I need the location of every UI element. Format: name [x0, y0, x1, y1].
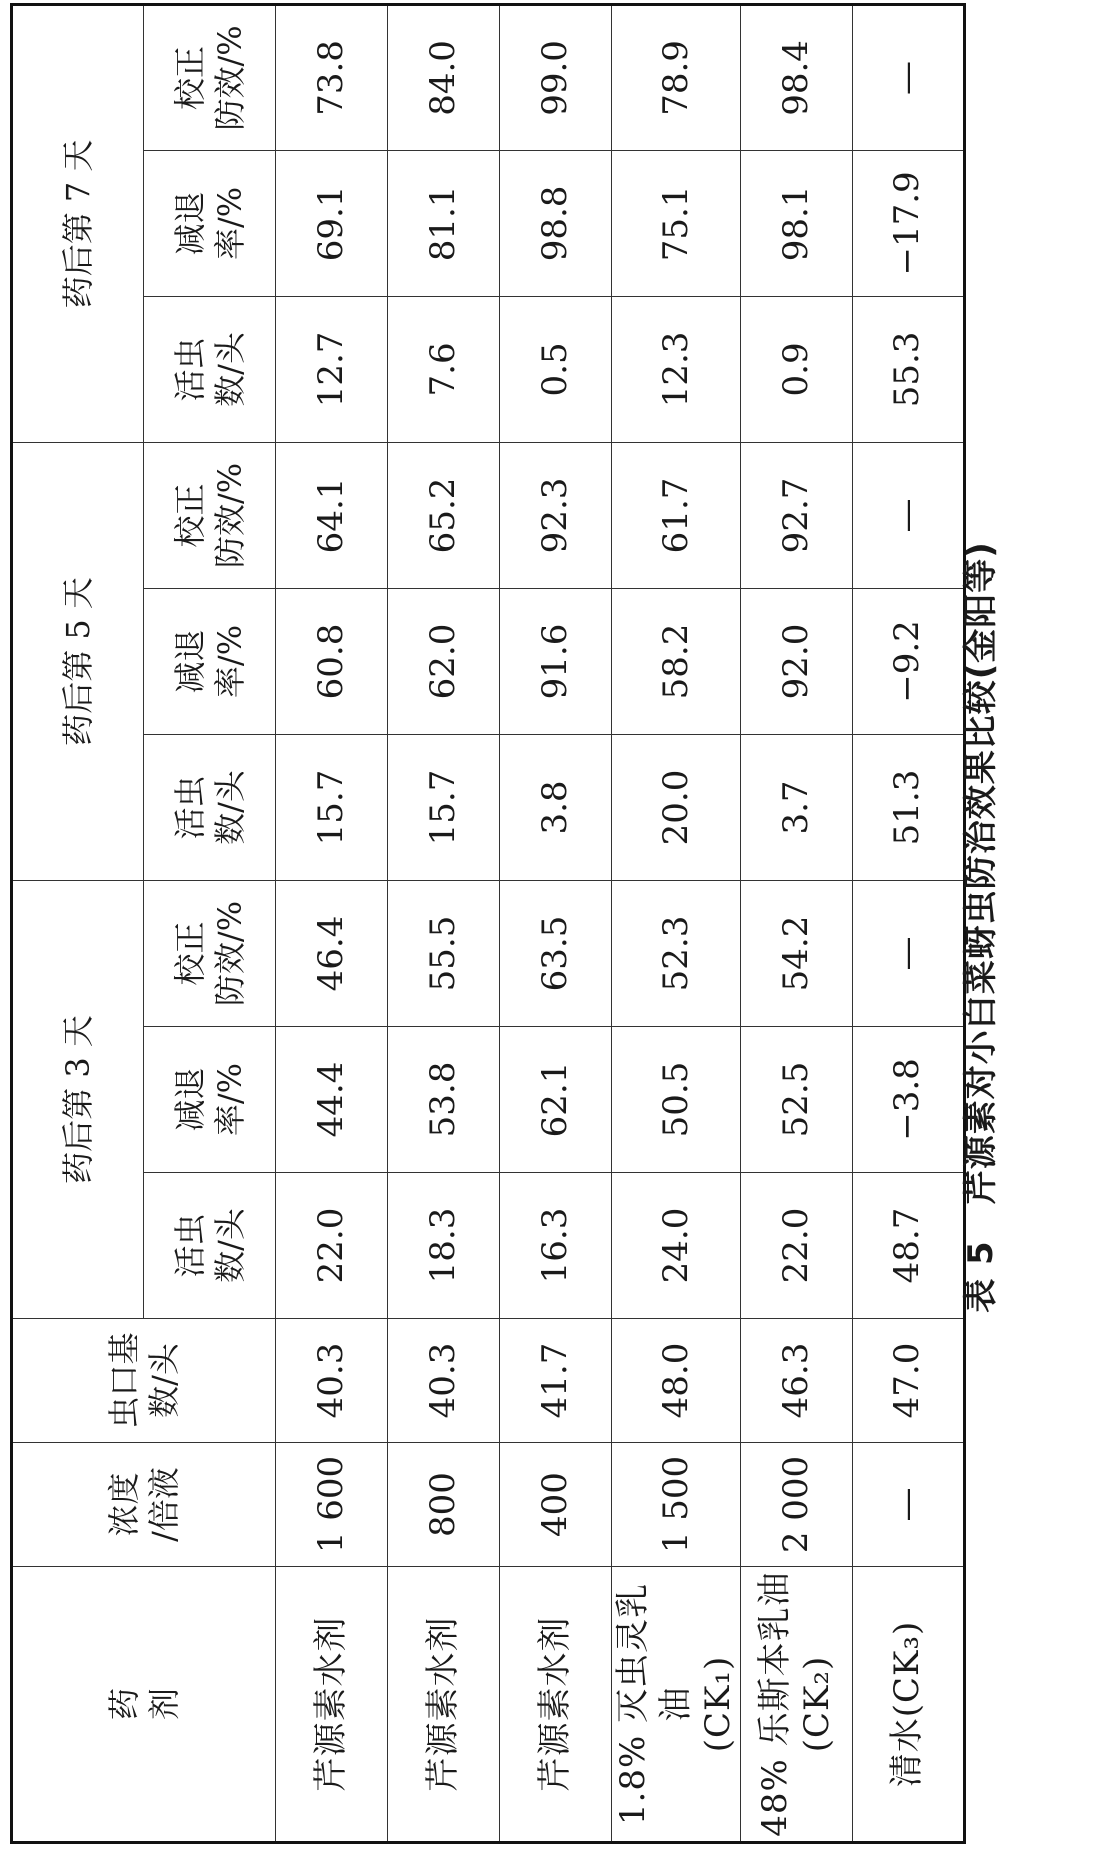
cell-d7-efficacy: 73.8 [276, 4, 388, 150]
cell-d7-reduction: 98.8 [500, 150, 612, 296]
cell-base-count: 40.3 [276, 1319, 388, 1443]
subheader-live-line2: 数/头 [210, 1208, 249, 1283]
subheader-live-line1: 活虫 [170, 775, 209, 840]
cell-agent [612, 1567, 741, 1843]
subheader-efficacy-line2: 防效/% [210, 462, 249, 569]
subheader-reduction-line1: 减退 [170, 1067, 209, 1132]
cell-d5-efficacy: 65.2 [388, 442, 500, 588]
subheader-reduction [144, 588, 276, 734]
cell-d5-live: 20.0 [612, 734, 741, 880]
subheader-live [144, 734, 276, 880]
header-agent: 药 剂 [12, 1567, 276, 1843]
cell-agent [500, 1567, 612, 1843]
cell-d3-reduction: 44.4 [276, 1027, 388, 1173]
caption-title: 芹源素对小白菜蚜虫防治效果比较(金阳等) [961, 541, 1001, 1205]
cell-d3-reduction: 50.5 [612, 1027, 741, 1173]
subheader-efficacy-line1: 校正 [170, 921, 209, 986]
header-concentration [12, 1443, 276, 1567]
header-group-day7: 药后第 7 天 [12, 4, 144, 442]
cell-d3-reduction: 52.5 [740, 1027, 852, 1173]
cell-d3-efficacy: — [852, 880, 964, 1026]
header-base-count [12, 1319, 276, 1443]
cell-d5-live: 15.7 [276, 734, 388, 880]
table-header [12, 4, 276, 1842]
subheader-efficacy [144, 442, 276, 588]
cell-d7-reduction: −17.9 [852, 150, 964, 296]
rotated-page [10, 10, 1087, 1844]
subheader-live [144, 1173, 276, 1319]
cell-d7-live: 55.3 [852, 296, 964, 442]
cell-d7-live: 7.6 [388, 296, 500, 442]
cell-d5-live: 51.3 [852, 734, 964, 880]
cell-concentration: 1 500 [612, 1443, 741, 1567]
cell-d3-live: 48.7 [852, 1173, 964, 1319]
cell-d5-efficacy: 92.7 [740, 442, 852, 588]
cell-d5-reduction: 58.2 [612, 588, 741, 734]
table-row [388, 4, 500, 1842]
table-row [612, 4, 741, 1842]
header-group-day3: 药后第 3 天 [12, 880, 144, 1318]
cell-d7-efficacy: 84.0 [388, 4, 500, 150]
cell-d5-reduction: −9.2 [852, 588, 964, 734]
cell-d3-efficacy: 46.4 [276, 880, 388, 1026]
cell-d3-live: 22.0 [276, 1173, 388, 1319]
cell-d5-reduction: 91.6 [500, 588, 612, 734]
cell-agent [276, 1567, 388, 1843]
cell-concentration: 800 [388, 1443, 500, 1567]
cell-d3-live: 24.0 [612, 1173, 741, 1319]
cell-d7-efficacy: 78.9 [612, 4, 741, 150]
subheader-efficacy-line1: 校正 [170, 45, 209, 110]
header-base-count-line2: 数/头 [145, 1343, 183, 1418]
table-row [276, 4, 388, 1842]
cell-d5-live: 3.8 [500, 734, 612, 880]
header-base-count-line1: 虫口基 [105, 1332, 143, 1429]
cell-base-count: 46.3 [740, 1319, 852, 1443]
efficacy-table [10, 3, 966, 1844]
cell-d3-reduction: −3.8 [852, 1027, 964, 1173]
cell-agent-line: 芹源素水剂 [311, 1616, 352, 1792]
cell-agent-line: 芹源素水剂 [535, 1616, 576, 1792]
subheader-live-line2: 数/头 [210, 770, 249, 845]
subheader-reduction-line2: 率/% [210, 186, 249, 261]
table-caption [946, 10, 1016, 1844]
cell-d5-efficacy: 92.3 [500, 442, 612, 588]
header-group-day5: 药后第 5 天 [12, 442, 144, 880]
cell-d7-reduction: 75.1 [612, 150, 741, 296]
subheader-efficacy [144, 880, 276, 1026]
table-row [740, 4, 852, 1842]
cell-d7-live: 12.3 [612, 296, 741, 442]
cell-d5-live: 15.7 [388, 734, 500, 880]
subheader-live-line1: 活虫 [170, 337, 209, 402]
table-row [500, 4, 612, 1842]
subheader-live [144, 296, 276, 442]
cell-agent-line: 芹源素水剂 [423, 1616, 464, 1792]
cell-agent-line: (CK₂) [797, 1655, 837, 1753]
cell-d3-live: 18.3 [388, 1173, 500, 1319]
cell-d7-reduction: 81.1 [388, 150, 500, 296]
cell-d5-reduction: 92.0 [740, 588, 852, 734]
subheader-live-line1: 活虫 [170, 1213, 209, 1278]
cell-d3-efficacy: 63.5 [500, 880, 612, 1026]
cell-d7-efficacy: — [852, 4, 964, 150]
cell-d5-efficacy: — [852, 442, 964, 588]
subheader-efficacy-line1: 校正 [170, 483, 209, 548]
cell-d7-reduction: 98.1 [740, 150, 852, 296]
cell-d7-live: 0.9 [740, 296, 852, 442]
cell-d5-efficacy: 61.7 [612, 442, 741, 588]
header-concentration-line2: /倍液 [145, 1467, 183, 1542]
cell-agent [388, 1567, 500, 1843]
cell-agent-line: 1.8% 灭虫灵乳油 [613, 1582, 696, 1826]
cell-d7-efficacy: 99.0 [500, 4, 612, 150]
cell-concentration: — [852, 1443, 964, 1567]
caption-number: 表 5 [961, 1240, 1001, 1313]
cell-agent [740, 1567, 852, 1843]
cell-d3-efficacy: 55.5 [388, 880, 500, 1026]
header-concentration-line1: 浓度 [105, 1472, 143, 1537]
cell-agent-line: 48% 乐斯本乳油 [754, 1571, 795, 1837]
cell-d3-reduction: 62.1 [500, 1027, 612, 1173]
cell-d7-live: 0.5 [500, 296, 612, 442]
subheader-live-line2: 数/头 [210, 332, 249, 407]
cell-agent-line: 清水(CK₃) [887, 1620, 928, 1788]
cell-agent-line: (CK₁) [698, 1655, 738, 1753]
subheader-efficacy-line2: 防效/% [210, 900, 249, 1007]
cell-d3-efficacy: 52.3 [612, 880, 741, 1026]
subheader-reduction-line2: 率/% [210, 624, 249, 699]
subheader-reduction-line1: 减退 [170, 629, 209, 694]
cell-base-count: 47.0 [852, 1319, 964, 1443]
cell-d5-live: 3.7 [740, 734, 852, 880]
subheader-reduction-line2: 率/% [210, 1062, 249, 1137]
cell-base-count: 40.3 [388, 1319, 500, 1443]
cell-d5-reduction: 60.8 [276, 588, 388, 734]
subheader-efficacy [144, 4, 276, 150]
table-body [276, 4, 965, 1842]
cell-d7-reduction: 69.1 [276, 150, 388, 296]
cell-concentration: 400 [500, 1443, 612, 1567]
cell-d5-reduction: 62.0 [388, 588, 500, 734]
cell-d3-reduction: 53.8 [388, 1027, 500, 1173]
cell-d3-live: 16.3 [500, 1173, 612, 1319]
cell-d7-live: 12.7 [276, 296, 388, 442]
cell-base-count: 48.0 [612, 1319, 741, 1443]
cell-d3-efficacy: 54.2 [740, 880, 852, 1026]
cell-d5-efficacy: 64.1 [276, 442, 388, 588]
cell-d7-efficacy: 98.4 [740, 4, 852, 150]
subheader-efficacy-line2: 防效/% [210, 25, 249, 131]
subheader-reduction-line1: 减退 [170, 191, 209, 256]
cell-base-count: 41.7 [500, 1319, 612, 1443]
subheader-reduction [144, 150, 276, 296]
cell-d3-live: 22.0 [740, 1173, 852, 1319]
cell-concentration: 1 600 [276, 1443, 388, 1567]
subheader-reduction [144, 1027, 276, 1173]
cell-concentration: 2 000 [740, 1443, 852, 1567]
